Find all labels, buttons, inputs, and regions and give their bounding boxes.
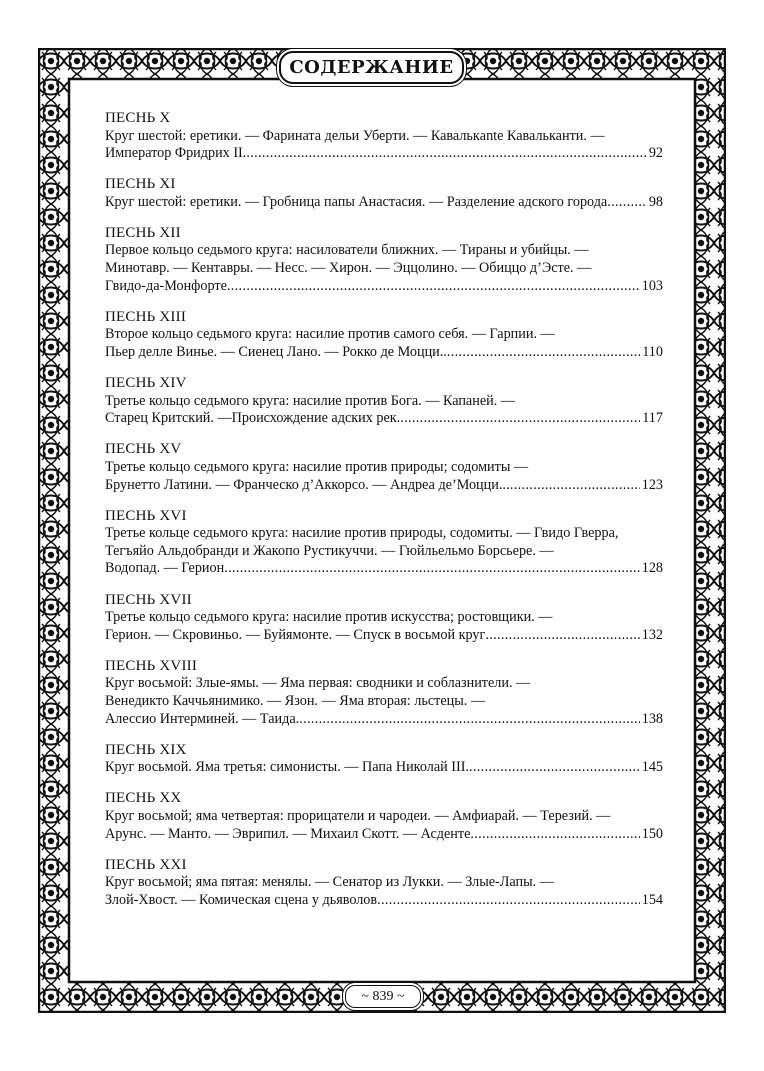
dot-leader [469, 759, 640, 777]
dot-leader [246, 145, 646, 163]
toc-line: Второе кольцо седьмого круга: насилие против самого себя. — Гарпии. — [105, 326, 555, 343]
toc-entry [105, 508, 663, 578]
toc-line-with-page [105, 145, 663, 163]
toc-line-with-page [105, 194, 663, 212]
toc-line: Круг восьмой. Яма третья: симонисты. — Папа Николай III. [105, 759, 469, 776]
toc-line: Водопад. — Герион [105, 560, 225, 577]
toc-line: Гвидо-да-Монфорте [105, 277, 227, 294]
toc-entry [105, 375, 663, 428]
canto-heading: ПЕСНЬ XV [105, 441, 182, 458]
toc-line: Арунс. — Манто. — Эврипил. — Михаил Скотт. — Асденте [105, 825, 471, 842]
dot-leader [377, 892, 640, 910]
dot-leader [299, 711, 640, 729]
toc-line: Венедикто Каччьянимико. — Язон. — Яма вторая: льстецы. — [105, 692, 486, 709]
toc-line-with-page [105, 560, 663, 578]
page-ref: 92 [648, 145, 663, 162]
canto-heading: ПЕСНЬ X [105, 110, 171, 126]
page-title: СОДЕРЖАНИЕ [289, 57, 454, 78]
canto-heading: ПЕСНЬ XXI [105, 856, 187, 873]
dot-leader [447, 344, 640, 362]
title-plaque [279, 51, 464, 84]
toc-line: Круг шестой: еретики. — Фарината дельи Уберти. — Кавалькante Кавальканти. — [105, 127, 605, 144]
page-ref: 128 [641, 560, 663, 577]
page-number: ~ 839 ~ [361, 988, 405, 1004]
toc-line: Минотавр. — Кентавры. — Несс. — Хирон. — Эццолино. — Обиццо д’Эсте. — [105, 260, 592, 277]
toc-entry [105, 110, 663, 163]
canto-heading: ПЕСНЬ XIV [105, 375, 187, 392]
toc-line: Брунетто Латини. — Франческо д’Аккорсо. — Андреа де’Моцци.. [105, 476, 506, 493]
toc-line-with-page [105, 711, 663, 729]
page-ref: 117 [642, 410, 663, 427]
toc-line-with-page [105, 826, 663, 844]
toc-line-with-page [105, 627, 663, 645]
toc-entry [105, 857, 663, 910]
toc-line-with-page [105, 759, 663, 777]
toc-line: Третье кольце седьмого круга: насилие против природы, содомиты. — Гвидо Гверра, [105, 525, 619, 542]
table-of-contents [105, 110, 663, 923]
canto-heading: ПЕСНЬ XIII [105, 308, 187, 325]
toc-line: Третье кольцо седьмого круга: насилие против искусства; ростовщики. — [105, 609, 553, 626]
toc-line: Первое кольцо седьмого круга: насилователи ближних. — Тираны и убийцы. — [105, 242, 589, 259]
toc-line: Круг восьмой: Злые-ямы. — Яма первая: сводники и соблазнители. — [105, 675, 531, 692]
page-ref: 145 [641, 759, 663, 776]
page-number-plaque [345, 985, 421, 1008]
toc-entry [105, 742, 663, 777]
page-ref: 103 [641, 277, 663, 294]
toc-entry [105, 790, 663, 843]
canto-heading: ПЕСНЬ XIX [105, 741, 187, 758]
toc-line-with-page [105, 477, 663, 495]
dot-leader [506, 477, 640, 495]
toc-line: Круг восьмой; яма пятая: менялы. — Сенатор из Лукки. — Злые-Лапы. — [105, 874, 554, 891]
dot-leader [485, 627, 639, 645]
page-ref: 132 [641, 626, 663, 643]
toc-line: Пьер делле Винье. — Сиенец Лано. — Рокко де Моцци.. [105, 343, 447, 360]
toc-line: Старец Критский. —Происхождение адских рек. [105, 410, 401, 427]
toc-line: Третье кольцо седьмого круга: насилие против Бога. — Капаней. — [105, 392, 515, 409]
page-ref: 154 [641, 891, 663, 908]
canto-heading: ПЕСНЬ XVII [105, 591, 192, 608]
dot-leader [224, 560, 640, 578]
canto-heading: ПЕСНЬ XX [105, 790, 182, 807]
dot-leader [470, 826, 639, 844]
page-ref: 110 [642, 343, 663, 360]
toc-line: Император Фридрих II. [105, 145, 247, 162]
toc-entry [105, 441, 663, 494]
toc-line: Злой-Хвост. — Комическая сцена у дьяволов [105, 891, 378, 908]
toc-line: Круг шестой: еретики. — Гробница папы Анастасия. — Разделение адского города [105, 193, 608, 210]
toc-line-with-page [105, 344, 663, 362]
toc-line: Герион. — Скровиньо. — Буйямонте. — Спуск в восьмой круг [105, 626, 486, 643]
dot-leader [227, 278, 640, 296]
toc-entry [105, 658, 663, 728]
canto-heading: ПЕСНЬ XII [105, 224, 181, 241]
toc-entry [105, 225, 663, 295]
toc-line-with-page [105, 892, 663, 910]
page-ref: 98 [648, 193, 663, 210]
canto-heading: ПЕСНЬ XVI [105, 507, 187, 524]
toc-entry [105, 176, 663, 211]
page-ref: 123 [641, 476, 663, 493]
toc-line: Третье кольцо седьмого круга: насилие против природы; содомиты — [105, 458, 529, 475]
toc-line-with-page [105, 410, 663, 428]
page-ref: 138 [641, 710, 663, 727]
toc-line: Алессио Интерминей. — Таида. [105, 710, 300, 727]
page-ref: 150 [641, 825, 663, 842]
toc-line: Тегъяйо Альдобранди и Жакопо Рустикуччи. — Гюйльельмо Борсьере. — [105, 542, 554, 559]
toc-line-with-page [105, 278, 663, 296]
canto-heading: ПЕСНЬ XI [105, 176, 176, 193]
canto-heading: ПЕСНЬ XVIII [105, 657, 198, 674]
toc-line: Круг восьмой; яма четвертая: прорицатели и чародеи. — Амфиарай. — Терезий. — [105, 807, 611, 824]
dot-leader [400, 410, 640, 428]
toc-entry [105, 309, 663, 362]
dot-leader [607, 194, 647, 212]
toc-entry [105, 592, 663, 645]
